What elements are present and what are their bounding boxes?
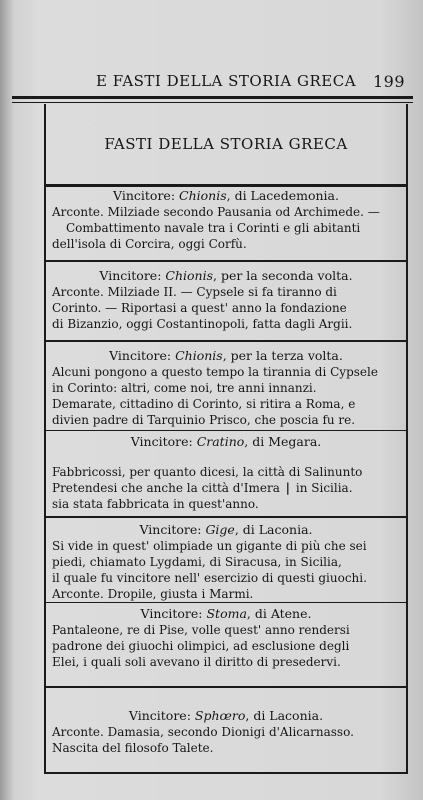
victor-name: Sphœro (194, 708, 246, 723)
victor-line: Vincitore: Sphœro, di Laconia. (128, 708, 324, 723)
entry-line: piedi, chiamato Lygdami, di Siracusa, in Sicilia, (52, 555, 342, 569)
victor-name: Chionis (175, 348, 223, 363)
entry-line: Arconte. Dropile, giusta i Marmi. (52, 587, 254, 601)
entry-separator (46, 516, 406, 518)
victor-name: Gige (205, 522, 235, 537)
entry-line: di Bizanzio, oggi Costantinopoli, fatta dagli Argii. (52, 317, 353, 331)
box-title: FASTI DELLA STORIA GRECA (46, 104, 406, 187)
entry-line: Arconte. Milziade secondo Pausania od Archimede. — (52, 205, 380, 219)
victor-name: Chionis (165, 268, 213, 283)
entry-separator (46, 260, 406, 262)
victor-line: Vincitore: Chionis, per la seconda volta. (99, 268, 353, 283)
entry-line: Nascita del filosofo Talete. (52, 741, 214, 755)
entry-line: Combattimento navale tra i Corinti e gli abitanti (66, 221, 361, 235)
victor-line: Vincitore: Chionis, di Lacedemonia. (113, 188, 339, 203)
top-rule-thick (12, 96, 413, 99)
entry-line: Si vide in quest' olimpiade un gigante di più che sei (52, 539, 367, 553)
entry-gige (46, 522, 406, 602)
entry-chionis-3 (46, 348, 406, 428)
entry-line: Arconte. Milziade II. — Cypsele si fa tiranno di (52, 285, 337, 299)
entry-line: Pantaleone, re di Pise, volle quest' anno rendersi (52, 623, 350, 637)
entry-line: il quale fu vincitore nell' esercizio di questi giuochi. (52, 571, 367, 585)
entry-line: divien padre di Tarquinio Prisco, che poscia fu re. (52, 413, 356, 427)
page-number: 199 (372, 72, 405, 91)
victor-line: Vincitore: Stoma, di Atene. (140, 606, 312, 621)
entry-separator (46, 340, 406, 342)
entry-line: Fabbricossi, per quanto dicesi, la città di Salinunto (52, 465, 363, 479)
top-rule-thin (12, 102, 413, 103)
running-title: E FASTI DELLA STORIA GRECA (96, 72, 357, 90)
victor-line: Vincitore: Chionis, per la terza volta. (109, 348, 343, 363)
entry-chionis-2 (46, 268, 406, 332)
entry-line: Pretendesi che anche la città d'Imera | in Sicilia. (52, 481, 353, 495)
entry-separator (46, 430, 406, 431)
victor-name: Chionis (179, 188, 227, 203)
entry-separator (46, 602, 406, 603)
entry-separator (46, 686, 406, 688)
entry-line: Demarate, cittadino di Corinto, si ritira a Roma, e (52, 397, 356, 411)
entry-line: Arconte. Damasia, secondo Dionigi d'Alicarnasso. (52, 725, 354, 739)
victor-name: Cratino (196, 434, 245, 449)
table-frame (44, 104, 408, 774)
entry-line: sia stata fabbricata in quest'anno. (52, 497, 259, 511)
victor-name: Stoma (206, 606, 247, 621)
victor-line: Vincitore: Cratino, di Megara. (130, 434, 322, 449)
entry-line: padrone dei giuochi olimpici, ad esclusione degli (52, 639, 350, 653)
entry-cratino (46, 434, 406, 512)
victor-line: Vincitore: Gige, di Laconia. (139, 522, 313, 537)
entry-stoma (46, 606, 406, 670)
entry-line: Elei, i quali soli avevano il diritto di presedervi. (52, 655, 341, 669)
entry-chionis-1 (46, 188, 406, 252)
entry-line: Corinto. — Riportasi a quest' anno la fondazione (52, 301, 347, 315)
entry-line: in Corinto: altri, come noi, tre anni innanzi. (52, 381, 317, 395)
entry-line: Alcuni pongono a questo tempo la tirannia di Cypsele (52, 365, 378, 379)
entry-line: dell'isola di Corcira, oggi Corfù. (52, 237, 247, 251)
entry-sphoero (46, 708, 406, 756)
